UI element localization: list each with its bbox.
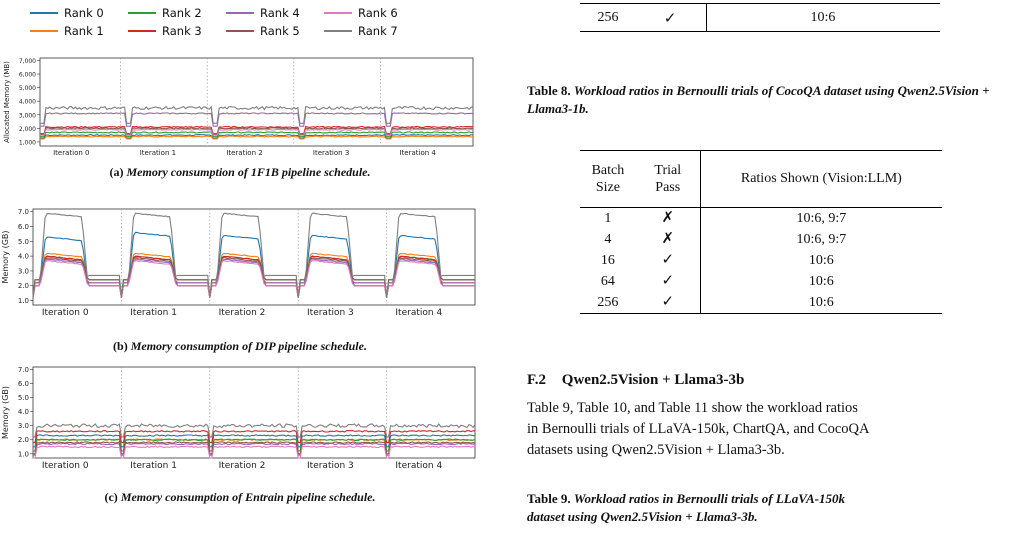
legend-swatch (226, 30, 254, 32)
iteration-label: Iteration 2 (226, 149, 263, 157)
cell-batch: 4 (604, 232, 612, 247)
cell-batch: 256 (597, 295, 619, 310)
series-line-rank-0 (33, 232, 475, 297)
cell-ratio: 10:6 (700, 292, 942, 313)
y-axis-label: Allocated Memory (MB) (3, 61, 11, 143)
iteration-label: Iteration 0 (41, 308, 89, 318)
iteration-label: Iteration 4 (399, 149, 436, 157)
section-heading (527, 372, 744, 389)
legend-swatch (128, 30, 156, 32)
header-batch (580, 162, 636, 196)
legend-label: Rank 0 (64, 6, 104, 20)
memory-chart-entrain (0, 363, 480, 473)
series-line-rank-4 (33, 259, 475, 298)
y-tick-label: 3,000 (18, 112, 36, 120)
figure-c-caption (0, 490, 480, 505)
series-line-rank-7 (33, 213, 475, 297)
legend-label: Rank 5 (260, 24, 300, 38)
memory-chart-dip (0, 205, 480, 321)
caption-label: Table 8. (527, 83, 571, 98)
legend-swatch (226, 12, 254, 14)
cell-ratio: 10:6, 9:7 (700, 208, 942, 229)
series-line-rank-0 (33, 435, 475, 447)
series-line-rank-4 (40, 113, 473, 126)
figure-a-caption (0, 165, 480, 180)
cell-batch: 64 (600, 274, 615, 289)
table-cell-ratio: 10:6 (810, 10, 836, 25)
table7-fragment (580, 0, 940, 36)
cell-pass: ✓ (661, 273, 675, 289)
legend-swatch (30, 30, 58, 32)
legend-item-rank2 (128, 6, 202, 20)
cell-pass: ✗ (661, 210, 675, 226)
series-line-rank-6 (33, 446, 475, 458)
plot-frame (33, 367, 475, 458)
cell-ratio: 10:6 (700, 271, 942, 292)
cell-ratio: 10:6 (700, 250, 942, 271)
section-number: F.2 (527, 372, 547, 388)
y-axis-label: Memory (GB) (1, 230, 10, 284)
iteration-label: Iteration 3 (307, 461, 354, 471)
legend-label: Rank 4 (260, 6, 300, 20)
table-row (580, 250, 942, 271)
table-rule (580, 31, 940, 32)
table-rule (580, 3, 940, 4)
y-tick-label: 7.0 (17, 366, 29, 375)
cell-batch: 1 (604, 211, 612, 226)
caption-label: (b) (113, 339, 128, 353)
legend-item-rank5 (226, 24, 300, 38)
iteration-label: Iteration 1 (130, 308, 177, 318)
table-cell-pass: ✓ (663, 11, 677, 27)
caption-text: Memory consumption of DIP pipeline schedule. (130, 339, 367, 353)
legend-item-rank6 (324, 6, 398, 20)
y-tick-label: 2,000 (18, 125, 36, 133)
caption-line (527, 490, 1012, 508)
caption-line: dataset using Qwen2.5Vision + Llama3-3b. (527, 509, 758, 524)
y-tick-label: 1.0 (17, 297, 29, 306)
header-batch-line1: Batch (591, 163, 625, 178)
cell-pass: ✓ (661, 294, 675, 310)
cell-pass: ✓ (661, 252, 675, 268)
legend-label: Rank 1 (64, 24, 104, 38)
legend-swatch (128, 12, 156, 14)
series-line-rank-7 (40, 107, 473, 124)
iteration-label: Iteration 1 (139, 149, 177, 157)
header-batch-line2: Size (595, 180, 620, 195)
iteration-label: Iteration 2 (218, 308, 266, 318)
y-tick-label: 2.0 (17, 436, 29, 445)
y-tick-label: 2.0 (17, 282, 29, 291)
caption-label: Table 9. (527, 491, 571, 506)
legend-item-rank3 (128, 24, 202, 38)
y-tick-label: 5.0 (17, 394, 29, 403)
caption-text: Workload ratios in Bernoulli trials of LLaVA-150k (573, 491, 845, 506)
table-row (580, 271, 942, 292)
memory-chart-1f1b (0, 52, 480, 160)
legend-label: Rank 6 (358, 6, 398, 20)
y-tick-label: 4.0 (17, 252, 29, 261)
chart-legend (0, 0, 470, 48)
series-line-rank-1 (40, 136, 473, 139)
caption-text: Workload ratios in Bernoulli trials of CocoQA dataset using Qwen2.5Vision + Llama3-1b. (527, 83, 990, 116)
legend-swatch (324, 30, 352, 32)
legend-label: Rank 2 (162, 6, 202, 20)
y-tick-label: 5,000 (18, 85, 36, 93)
y-tick-label: 3.0 (17, 267, 29, 276)
caption-label: (a) (109, 165, 124, 179)
legend-item-rank7 (324, 24, 398, 38)
series-line-rank-2 (33, 439, 475, 451)
legend-label: Rank 7 (358, 24, 398, 38)
legend-item-rank1 (30, 24, 104, 38)
table-header-row (580, 151, 942, 207)
iteration-label: Iteration 4 (395, 461, 443, 471)
series-line-rank-1 (33, 439, 475, 451)
y-tick-label: 7,000 (18, 57, 36, 65)
caption-text: Memory consumption of 1F1B pipeline schedule. (126, 165, 371, 179)
table8-body (580, 208, 942, 313)
iteration-label: Iteration 2 (218, 461, 266, 471)
legend-item-rank0 (30, 6, 104, 20)
table8-caption (527, 82, 1012, 118)
y-axis-label: Memory (GB) (1, 385, 10, 440)
cell-pass: ✗ (661, 231, 675, 247)
section-title: Qwen2.5Vision + Llama3-3b (561, 372, 745, 388)
section-paragraph (527, 398, 1012, 461)
figure-b-caption (0, 339, 480, 354)
header-pass (636, 162, 700, 196)
y-tick-label: 6.0 (17, 222, 29, 231)
cell-ratio: 10:6, 9:7 (700, 229, 942, 250)
header-ratio: Ratios Shown (Vision:LLM) (700, 151, 942, 207)
table8 (580, 150, 942, 314)
table-row (580, 208, 942, 229)
header-pass-line1: Trial (654, 163, 682, 178)
y-tick-label: 6,000 (18, 71, 36, 79)
y-tick-label: 1.0 (17, 450, 29, 459)
y-tick-label: 4,000 (18, 98, 36, 106)
table-cell-batch: 256 (597, 10, 619, 25)
legend-item-rank4 (226, 6, 300, 20)
legend-swatch (324, 12, 352, 14)
paragraph-line: datasets using Qwen2.5Vision + Llama3-3b. (527, 442, 785, 458)
cell-batch: 16 (600, 253, 615, 268)
header-pass-line2: Pass (655, 180, 681, 195)
y-tick-label: 4.0 (17, 408, 29, 417)
iteration-label: Iteration 3 (307, 308, 354, 318)
paragraph-line: Table 9, Table 10, and Table 11 show the workload ratios (527, 400, 858, 416)
y-tick-label: 6.0 (17, 380, 29, 389)
legend-swatch (30, 12, 58, 14)
y-tick-label: 1,000 (18, 139, 36, 147)
table-row (580, 229, 942, 250)
y-tick-label: 3.0 (17, 422, 29, 431)
table-row (580, 292, 942, 313)
table-rule (580, 313, 942, 314)
series-line-rank-6 (33, 261, 475, 298)
y-tick-label: 5.0 (17, 237, 29, 246)
iteration-label: Iteration 1 (130, 461, 177, 471)
series-line-rank-4 (33, 443, 475, 455)
iteration-label: Iteration 3 (312, 149, 350, 157)
iteration-label: Iteration 0 (41, 461, 89, 471)
iteration-label: Iteration 0 (53, 149, 90, 157)
iteration-label: Iteration 4 (395, 308, 443, 318)
paragraph-line: in Bernoulli trials of LLaVA-150k, ChartQA, and CocoQA (527, 421, 870, 437)
caption-label: (c) (104, 490, 118, 504)
y-tick-label: 7.0 (17, 208, 29, 217)
legend-label: Rank 3 (162, 24, 202, 38)
table9-caption (527, 490, 1012, 526)
caption-text: Memory consumption of Entrain pipeline schedule. (120, 490, 376, 504)
